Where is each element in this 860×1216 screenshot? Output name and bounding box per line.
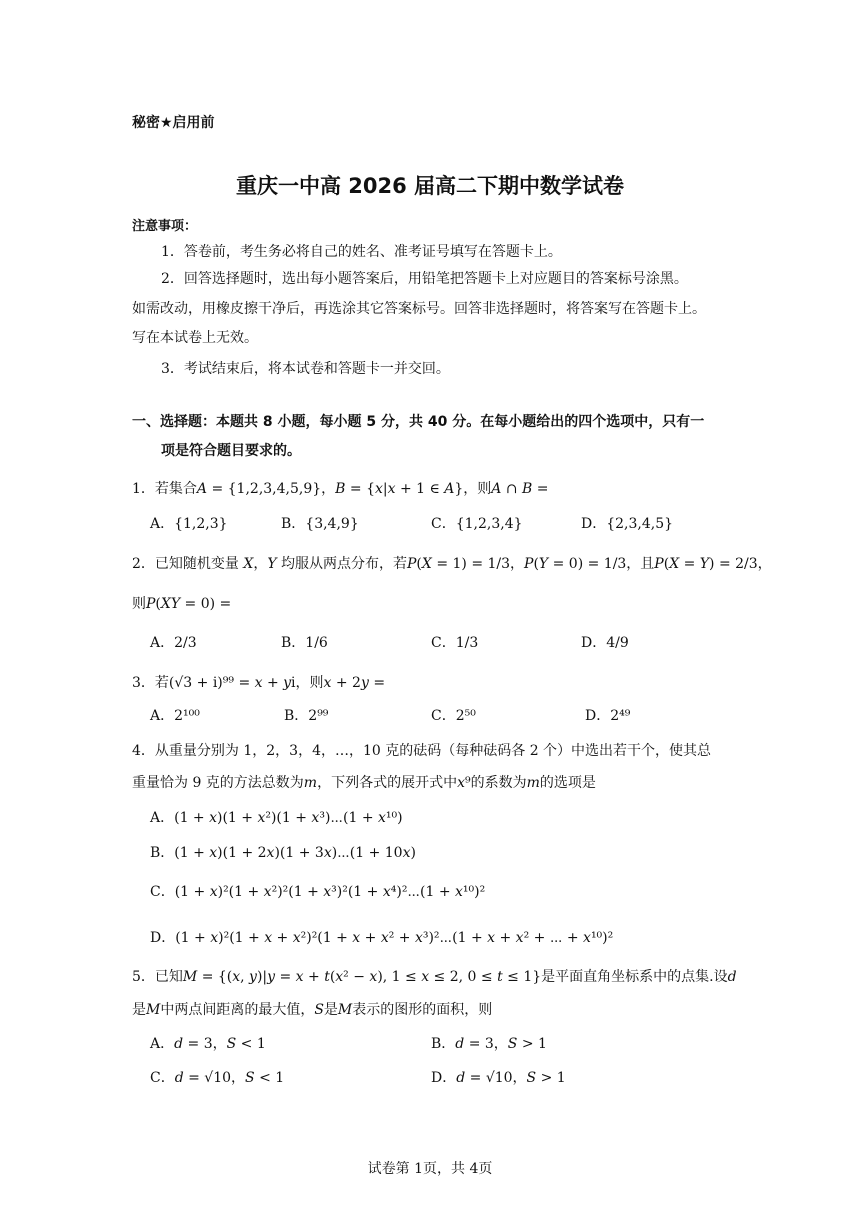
question-4-option-a: A．(1 + 𝑥)(1 + 𝑥²)(1 + 𝑥³)⋯(1 + 𝑥¹⁰) (150, 810, 403, 826)
question-5-option-d: D．𝑑 = √10，𝑆 > 1 (431, 1070, 566, 1086)
question-3-stem: 3．若(√3 + i)⁹⁹ = 𝑥 + 𝑦i，则𝑥 + 2𝑦 = (132, 675, 386, 691)
question-1-option-a: A．{1,2,3} (150, 516, 228, 532)
notice-item-2-line-3: 写在本试卷上无效。 (132, 330, 258, 346)
question-4-stem-line-2: 重量恰为 9 克的方法总数为𝑚，下列各式的展开式中𝑥⁹的系数为𝑚的选项是 (132, 775, 596, 791)
question-4-option-c: C．(1 + 𝑥)²(1 + 𝑥²)²(1 + 𝑥³)²(1 + 𝑥⁴)²⋯(1 + 𝑥¹⁰)² (150, 884, 486, 900)
question-4-option-d: D．(1 + 𝑥)²(1 + 𝑥 + 𝑥²)²(1 + 𝑥 + 𝑥² + 𝑥³)²⋯(1 + 𝑥 + 𝑥² + ⋯ + 𝑥¹⁰)² (150, 930, 614, 946)
question-2-stem-line-2: 则𝑃(𝑋𝑌 = 0) = (132, 596, 232, 612)
question-5-stem-line-2: 是𝑀中两点间距离的最大值，𝑆是𝑀表示的图形的面积，则 (132, 1002, 493, 1018)
question-3-option-b: B．2⁹⁹ (284, 708, 329, 724)
question-3-option-c: C．2⁵⁰ (431, 708, 476, 724)
question-5-option-c: C．𝑑 = √10，𝑆 < 1 (150, 1070, 285, 1086)
notice-item-2-line-1: 2．回答选择题时，选出每小题答案后，用铅笔把答题卡上对应题目的答案标号涂黑。 (161, 271, 688, 287)
section-heading-line-1: 一、选择题：本题共 8 小题，每小题 5 分，共 40 分。在每小题给出的四个选项中，只有一 (132, 414, 705, 430)
question-5-option-b: B．𝑑 = 3，𝑆 > 1 (431, 1036, 547, 1052)
question-1-stem: 1．若集合𝐴 = {1,2,3,4,5,9}，𝐵 = {𝑥|𝑥 + 1 ∈ 𝐴}，则𝐴 ∩ 𝐵 = (132, 481, 549, 497)
question-4-stem-line-1: 4．从重量分别为 1，2，3，4，…，10 克的砝码（每种砝码各 2 个）中选出若干个，使其总 (132, 743, 712, 759)
question-5-stem-line-1: 5．已知𝑀 = {(𝑥, 𝑦)|𝑦 = 𝑥 + 𝑡(𝑥² − 𝑥), 1 ≤ 𝑥 ≤ 2, 0 ≤ 𝑡 ≤ 1}是平面直角坐标系中的点集.设𝑑 (132, 969, 737, 985)
notice-item-3: 3．考试结束后，将本试卷和答题卡一并交回。 (161, 361, 450, 377)
question-1-option-d: D．{2,3,4,5} (581, 516, 674, 532)
question-4-option-b: B．(1 + 𝑥)(1 + 2𝑥)(1 + 3𝑥)⋯(1 + 10𝑥) (150, 845, 416, 861)
question-2-option-a: A．2/3 (150, 635, 197, 651)
question-2-stem-line-1: 2．已知随机变量 𝑋，𝑌 均服从两点分布，若𝑃(𝑋 = 1) = 1/3，𝑃(𝑌 = 0) = 1/3，且𝑃(𝑋 = 𝑌) = 2/3， (132, 556, 772, 572)
question-1-option-b: B．{3,4,9} (281, 516, 359, 532)
section-heading-line-2: 项是符合题目要求的。 (161, 443, 301, 459)
notice-heading: 注意事项： (132, 219, 198, 234)
exam-title: 重庆一中高 2026 届高二下期中数学试卷 (235, 174, 625, 198)
question-2-option-b: B．1/6 (281, 635, 328, 651)
notice-item-1: 1．答卷前，考生务必将自己的姓名、准考证号填写在答题卡上。 (161, 244, 562, 260)
question-3-option-d: D．2⁴⁹ (585, 708, 631, 724)
question-2-option-c: C．1/3 (431, 635, 479, 651)
question-1-option-c: C．{1,2,3,4} (431, 516, 523, 532)
page-footer: 试卷第 1页，共 4页 (367, 1161, 493, 1177)
notice-item-2-line-2: 如需改动，用橡皮擦干净后，再选涂其它答案标号。回答非选择题时，将答案写在答题卡上。 (132, 301, 706, 317)
question-5-option-a: A．𝑑 = 3，𝑆 < 1 (150, 1036, 266, 1052)
confidential-label: 秘密★启用前 (132, 115, 215, 131)
question-2-option-d: D．4/9 (581, 635, 629, 651)
question-3-option-a: A．2¹⁰⁰ (150, 708, 200, 724)
